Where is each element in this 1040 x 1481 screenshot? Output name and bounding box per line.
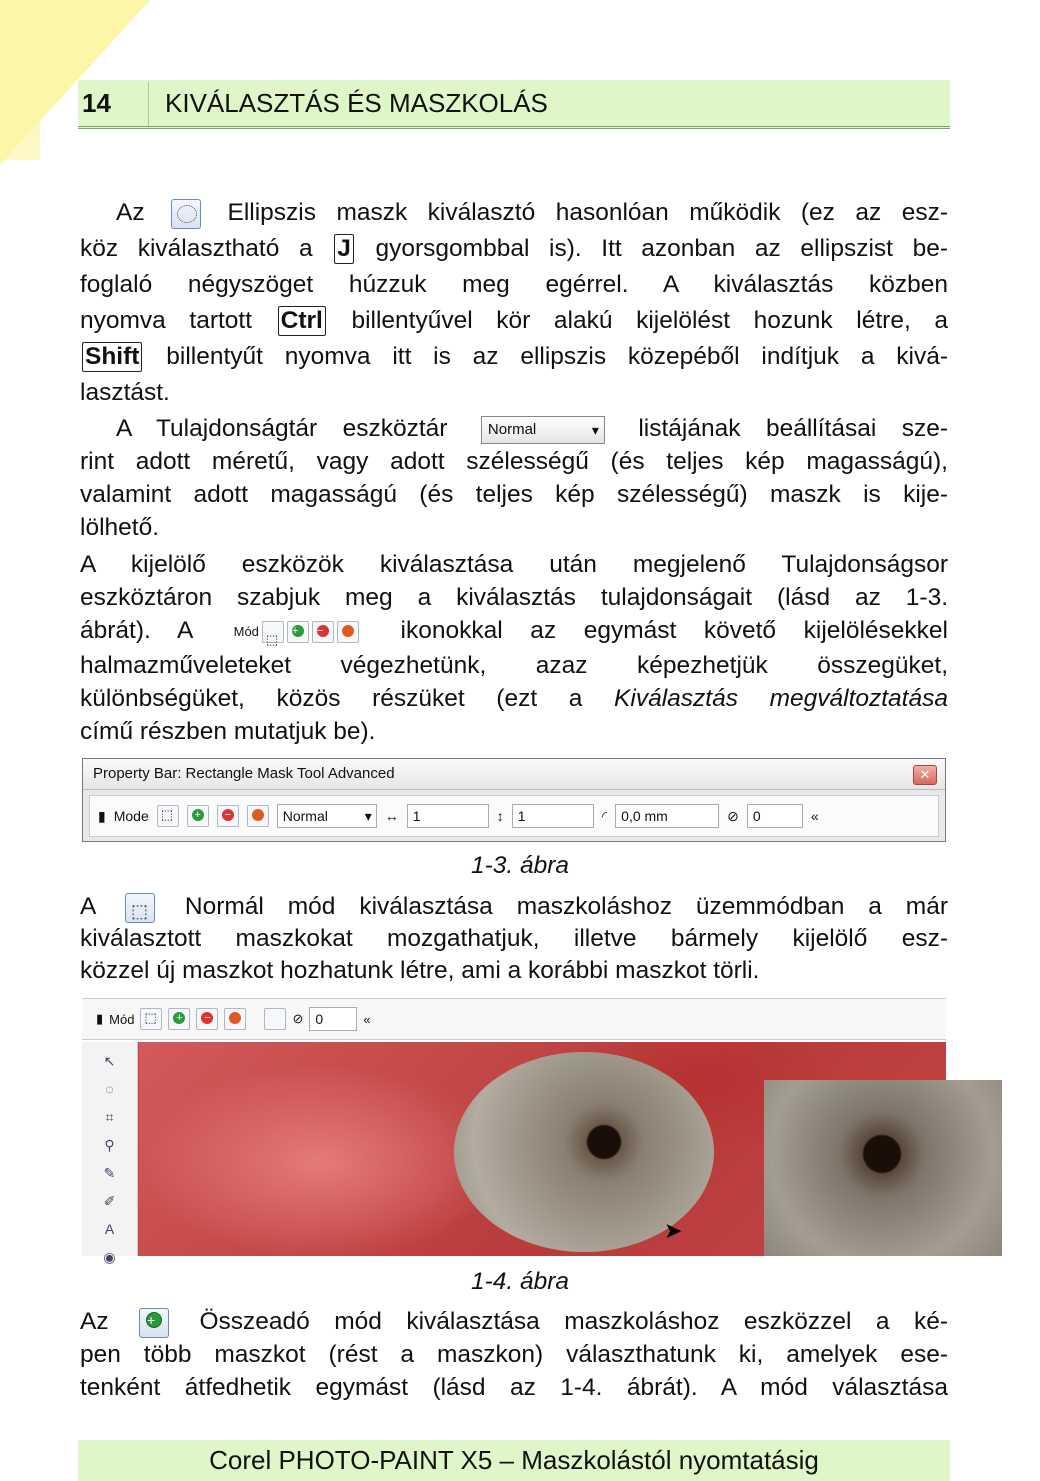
photo-toolbar (82, 998, 946, 1040)
paragraph-property-bar: A kijelölő eszközök kiválasztása után megjelenő Tulajdonságsor eszköztáron szabjuk meg a kiválasztás tulajdonságait (lásd az 1-3. ábrát). A Mód ⬚ + − ikonokkal az egymást követő kijelölésekkel halmazműveleteket végezhetünk, azaz képezhetjük összegüket, különbségüket, közös részüket (ezt a Kiválasztás megváltoztatása című részben mutatjuk be). (80, 548, 948, 748)
rectangle-mask-selection (764, 1080, 1002, 1256)
red-eye-tool-icon[interactable]: ◉ (103, 1249, 116, 1265)
additive-mode-button[interactable] (187, 805, 209, 827)
toolbox (82, 1042, 138, 1265)
feather-icon: ◜ (601, 807, 608, 824)
page-footer: Corel PHOTO-PAINT X5 – Maszkolástól nyomtatásig (78, 1440, 950, 1481)
transparency-field[interactable]: 0 (747, 804, 803, 828)
transparency-icon: ⊘ (727, 807, 739, 824)
eyedropper-tool-icon[interactable]: ✎ (103, 1165, 116, 1181)
chapter-title: KIVÁLASZTÁS ÉS MASZKOLÁS (165, 88, 548, 118)
subtractive-mode-button[interactable] (196, 1008, 218, 1030)
height-field[interactable]: 1 (512, 804, 594, 828)
subtractive-mode-button[interactable] (217, 805, 239, 827)
figure-caption-1-4: 1-4. ábra (470, 1268, 570, 1295)
figure-caption-1-3: 1-3. ábra (470, 852, 570, 879)
mode-icon-strip (230, 615, 363, 649)
width-field[interactable]: 1 (407, 804, 489, 828)
normal-mode-select[interactable]: Normal ▾ (481, 416, 605, 444)
height-icon: ↕ (496, 808, 504, 824)
grip-icon: ▮ (96, 1011, 104, 1026)
antialias-button[interactable] (264, 1008, 286, 1030)
mode-label: Mód (233, 624, 259, 640)
shape-mode-select[interactable]: Normal ▾ (277, 804, 377, 828)
xor-mode-icon[interactable] (337, 621, 359, 643)
image-canvas[interactable] (139, 1042, 946, 1256)
expand-arrows-icon[interactable]: « (363, 1011, 371, 1027)
paragraph-ellipse-mask: Az Ellipszis maszk kiválasztó hasonlóan működik (ez az esz- köz kiválasztható a J gyorsgombbal is). Itt azonban az ellipszist be- foglaló négyszöget húzzuk meg egérrel. A kiválasztás közben nyomva tartott Ctrl billentyűvel kör alakú kijelölést hozunk létre, a Shift billentyűt nyomva itt is az ellipszis közepéből indítjuk a kivá- lasztást. (80, 199, 949, 406)
transparency-icon: ⊘ (292, 1011, 304, 1026)
additive-mode-button[interactable] (168, 1008, 190, 1030)
key-j: J (334, 234, 354, 264)
xor-mode-button[interactable] (224, 1008, 246, 1030)
feather-field[interactable]: 0,0 mm (615, 804, 719, 828)
xor-mode-button[interactable] (247, 805, 269, 827)
paragraph-normal-mode: A ⬚ Normál mód kiválasztása maszkoláshoz üzemmódban a már kiválasztott maszkokat mozgathatjuk, illetve bármely kijelölő esz- közzel új maszkot hozhatunk létre, ami a korábbi maszkot törli. (80, 891, 948, 987)
subtractive-mode-icon[interactable] (312, 621, 334, 643)
ellipse-mask-tool-icon (171, 199, 201, 229)
mode-label: Mód (109, 1011, 135, 1027)
eraser-tool-icon[interactable]: ✐ (103, 1193, 116, 1209)
normal-mode-button[interactable] (140, 1008, 162, 1030)
koala-mask-figure (82, 1042, 946, 1265)
mouse-cursor-icon: ➤ (664, 1218, 683, 1243)
key-shift: Shift (82, 342, 142, 372)
grip-icon: ▮ (98, 807, 106, 824)
header-divider (148, 82, 149, 126)
mask-tool-icon[interactable]: ◌ (105, 1081, 114, 1097)
property-bar-figure (82, 758, 946, 842)
expand-arrows-icon[interactable]: « (810, 808, 819, 824)
normal-mode-tool-icon (125, 893, 155, 923)
mode-label: Mode (113, 808, 149, 824)
close-icon[interactable]: ✕ (913, 765, 937, 785)
transparency-field[interactable]: 0 (309, 1007, 357, 1031)
zoom-tool-icon[interactable]: ⚲ (104, 1137, 115, 1153)
paragraph-property-list: A Tulajdonságtár eszköztár Normal ▾ listájának beállításai sze- rint adott méretű, vagy adott szélességű (és teljes kép magasságú), valamint adott magasságú (és teljes kép szélességű) maszk is kije- lölhető. (80, 412, 948, 544)
crop-tool-icon[interactable]: ⌗ (105, 1109, 114, 1125)
key-ctrl: Ctrl (278, 306, 326, 336)
paragraph-additive-mode: Az + Összeadó mód kiválasztása maszkoláshoz eszközzel a ké- pen több maszkot (rést a maszkon) választhatunk ki, amelyek ese- tenként átfedhetik egymást (lásd az 1-4. ábrát). A mód választása (80, 1305, 948, 1404)
additive-mode-icon[interactable] (287, 621, 309, 643)
normal-mode-icon[interactable] (262, 621, 284, 643)
property-bar-controls (89, 795, 939, 837)
text-tool-icon[interactable]: A (104, 1221, 115, 1237)
normal-mode-button[interactable] (157, 805, 179, 827)
page-number: 14 (82, 88, 111, 118)
additive-mode-tool-icon (139, 1308, 169, 1338)
width-icon: ↔ (384, 808, 399, 824)
pick-tool-icon[interactable]: ↖ (103, 1053, 116, 1069)
property-bar-title: Property Bar: Rectangle Mask Tool Advanced ✕ (83, 759, 945, 790)
